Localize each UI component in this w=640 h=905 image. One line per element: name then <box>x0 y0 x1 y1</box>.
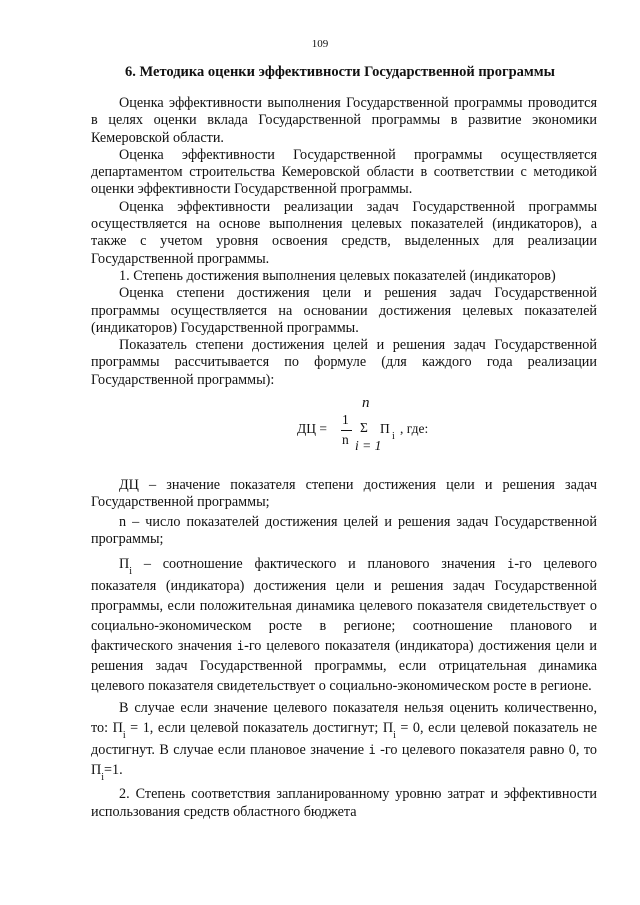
case-text-a: В случае если значение целевого показателя нельзя оценить количественно, то: <box>91 700 597 737</box>
case-text-e: =1. <box>104 762 123 779</box>
paragraph-2: Оценка эффективности Государственной программы осуществляется департаментом строительства Кемеровской области в соответствии с методикой оценки эффективности Государственной программы. <box>91 146 597 198</box>
pi-subscript: i <box>101 772 105 784</box>
paragraph-6: Показатель степени достижения целей и решения задач Государственной программы рассчитывается по формуле (для каждого года реализации Государственной программы): <box>91 337 597 388</box>
pi-symbol: П <box>119 556 130 573</box>
definition-pi-text-c: -го целевого показателя (индикатора) достижения цели и решения задач Государственной программы, если отрицательная динамика целевого показателя свидетельствует о социально-экономическом росте в регионе. <box>91 638 598 695</box>
pi-symbol: П <box>91 762 102 779</box>
section-heading: 6. Методика оценки эффективности Государственной программы <box>125 64 555 80</box>
pi-symbol: П <box>112 720 123 737</box>
index-i: i <box>368 743 376 758</box>
pi-subscript: i <box>393 730 396 742</box>
case-paragraph <box>91 698 597 782</box>
pi-subscript: i <box>122 730 126 742</box>
index-i: i <box>507 557 515 572</box>
paragraph-3: Оценка эффективности реализации задач Государственной программы осуществляется на основе выполнения целевых показателей (индикаторов), а также с учетом уровня освоения средств, выделенных для реализации Государственной программы. <box>91 198 597 267</box>
definition-n: n – число показателей достижения целей и решения задач Государственной программы; <box>91 513 597 547</box>
case-text-b: = 1, если целевой показатель достигнут; <box>125 720 383 737</box>
pi-symbol: П <box>382 720 394 737</box>
formula-numerator: 1 <box>342 412 349 428</box>
final-paragraph: 2. Степень соответствия запланированному уровню затрат и эффективности использования средств областного бюджета <box>91 786 597 820</box>
definitions <box>91 477 597 696</box>
formula-term: П <box>380 421 390 437</box>
definition-pi <box>91 554 597 696</box>
paragraph-1: Оценка эффективности выполнения Государственной программы проводится в целях оценки вклада Государственной программы в развитие экономики Кемеровской области. <box>91 95 597 146</box>
body-text <box>91 95 597 821</box>
page-number: 109 <box>311 38 329 50</box>
index-i: i <box>236 639 245 654</box>
formula-lhs: ДЦ = <box>297 421 327 437</box>
formula-denominator: n <box>342 432 349 448</box>
formula-term-sub: i <box>392 431 395 443</box>
formula <box>297 395 457 463</box>
paragraph-5: Оценка степени достижения цели и решения задач Государственной программы осуществляется на основании достижения целевых показателей (индикаторов) Государственной программы. <box>91 285 597 336</box>
formula-sigma: Σ <box>360 420 368 436</box>
pi-subscript: i <box>129 566 133 578</box>
definition-pi-text-a: – соотношение фактического и планового значения <box>132 556 508 573</box>
formula-block <box>91 389 597 477</box>
formula-sum-lower: i = 1 <box>355 438 382 454</box>
case-text-c: = 0, если целевой показатель не достигнут. В случае если плановое значение <box>91 720 598 759</box>
paragraph-4: 1. Степень достижения выполнения целевых показателей (индикаторов) <box>119 267 556 284</box>
formula-suffix: , где: <box>400 421 429 437</box>
definition-dc: ДЦ – значение показателя степени достижения цели и решения задач Государственной программы; <box>91 477 597 511</box>
case-text-d: -го целевого показателя равно 0, то <box>375 742 597 759</box>
formula-sum-upper: n <box>362 395 370 412</box>
definition-pi-text-b: -го целевого показателя (индикатора) достижения цели и решения задач Государственной программы, если положительная динамика целевого показателя свидетельствует о социально-экономическом росте в регионе; соотношение планового и фактического значения <box>91 556 597 655</box>
